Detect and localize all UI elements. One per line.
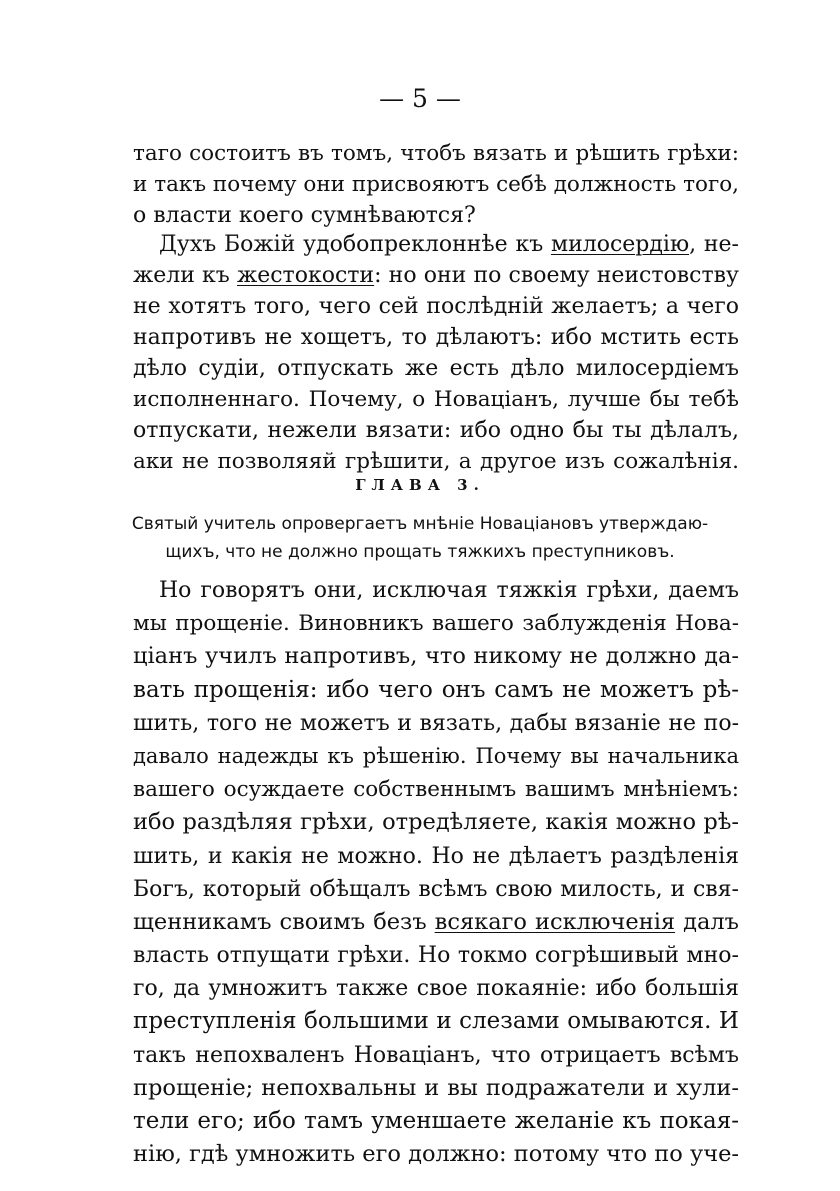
text-line: го, да умножитъ также свое покаяніе: ибо большія: [133, 976, 739, 1002]
text-line: такъ непохваленъ Новаціанъ, что отрицаетъ всѣмъ: [133, 1042, 739, 1068]
paragraph-holy-spirit: [133, 229, 739, 477]
text-line: шить, того не можетъ и вязать, дабы вязаніе не по-: [133, 710, 739, 736]
text-line: прощеніе; непохвальны и вы подражатели и хули-: [133, 1074, 739, 1101]
text-fragment: Духъ Божій удобопреклоннѣе къ: [159, 232, 551, 257]
text-line: преступленія большими и слезами омываются. И: [133, 1008, 739, 1035]
text-line: ціанъ училъ напротивъ, что никому не должно да-: [133, 643, 739, 670]
text-line: [133, 229, 739, 260]
text-line: [133, 906, 739, 939]
summary-line: Святый учитель опровергаетъ мнѣніе Новаціановъ утверждаю-: [131, 514, 709, 534]
text-fragment: щенникамъ своимъ безъ: [133, 908, 435, 935]
text-line: аки не позволяяй грѣшити, а другое изъ сожалѣнія.: [133, 449, 739, 474]
text-line: [133, 260, 739, 291]
chapter-summary: [0, 510, 840, 566]
text-fragment: , не-: [689, 232, 739, 257]
text-line: напротивъ не хощетъ, то дѣлаютъ: ибо мстить есть: [133, 325, 739, 350]
text-line: таго состоитъ въ томъ, чтобъ вязать и рѣшить грѣхи:: [133, 141, 739, 166]
text-line: шить, и какія не можно. Но не дѣлаетъ раздѣленія: [133, 843, 739, 869]
text-line: мы прощеніе. Виновникъ вашего заблужденія Нова-: [133, 611, 739, 637]
text-line: Но говорятъ они, исключая тяжкія грѣхи, даемъ: [159, 578, 739, 603]
text-line: и такъ почему они присвояютъ себѣ должность того,: [133, 172, 739, 197]
text-fragment: жели къ: [133, 263, 237, 288]
text-line: давало надежды къ рѣшенію. Почему вы начальника: [133, 743, 739, 768]
text-fragment: : но они по своему неистовству: [374, 263, 739, 288]
text-line: о власти коего сумнѣваются?: [133, 203, 476, 228]
text-fragment: далъ: [675, 908, 739, 935]
text-line: исполненнаго. Почему, о Новаціанъ, лучше бы тебѣ: [133, 387, 739, 412]
summary-line: щихъ, что не должно прощать тяжкихъ преступниковъ.: [165, 542, 675, 562]
text-line: вать прощенія: ибо чего онъ самъ не можетъ рѣ-: [133, 676, 739, 703]
text-line: тели его; ибо тамъ уменшаете желаніе къ покая-: [133, 1108, 739, 1134]
text-line: не хотятъ того, чего сей послѣдній желаетъ; а чего: [133, 294, 739, 319]
underlined-phrase: всякаго исключенія: [434, 908, 676, 935]
text-line: Богъ, который обѣщалъ всѣмъ свою милость, и свя-: [133, 876, 739, 902]
text-line: отпускати, нежели вязати: ибо одно бы ты дѣлалъ,: [133, 418, 739, 443]
underlined-word: милосердію: [550, 232, 690, 257]
underlined-word: жестокости: [236, 263, 375, 288]
text-line: дѣло судіи, отпускать же есть дѣло милосердіемъ: [133, 356, 739, 381]
text-line: нію, гдѣ умножить его должно: потому что по уче-: [133, 1141, 739, 1168]
paragraph-continuation: [133, 138, 739, 231]
text-line: власть отпущати грѣхи. Но токмо согрѣшивый мно-: [133, 943, 739, 969]
text-line: вашего осуждаете собственнымъ вашимъ мнѣніемъ:: [133, 777, 739, 803]
paragraph-novatian: [133, 574, 739, 1171]
page-number: — 5 —: [379, 84, 461, 113]
chapter-heading: ГЛАВА 3.: [355, 476, 485, 494]
text-line: ибо раздѣляя грѣхи, отредѣляете, какія можно рѣ-: [133, 809, 739, 836]
